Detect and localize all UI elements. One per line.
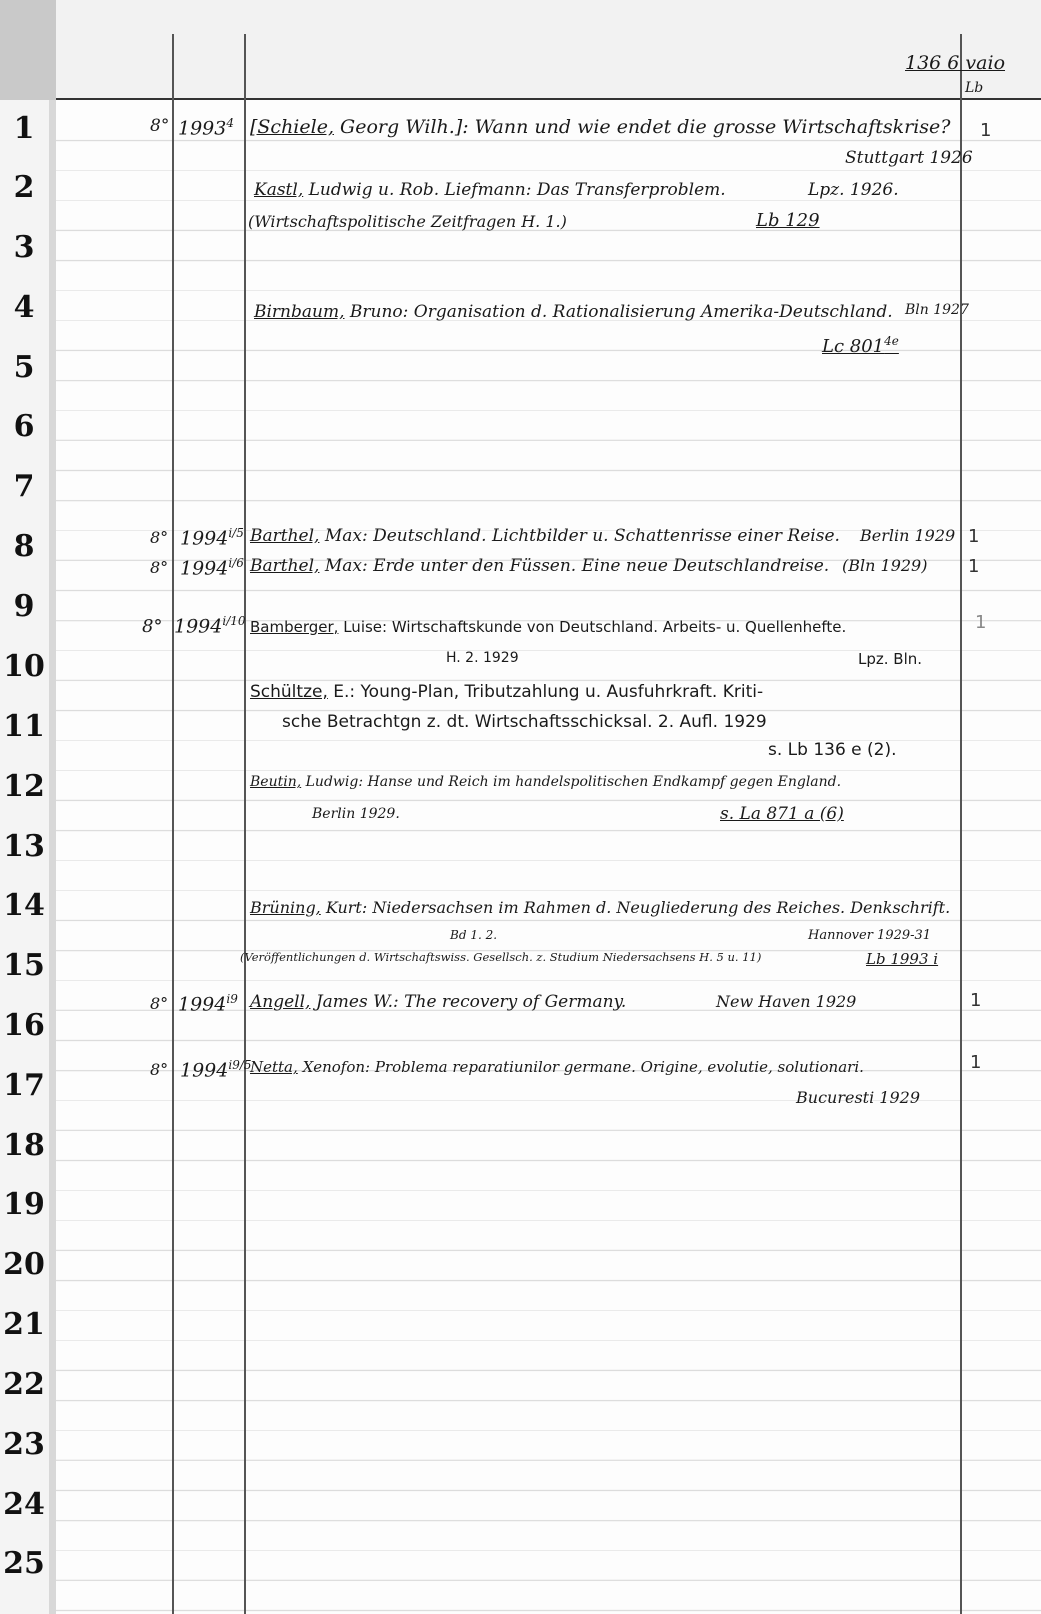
line-number: 24 xyxy=(3,1487,45,1522)
line-number: 11 xyxy=(3,709,45,744)
catalog-entry-continued: sche Betrachtgn z. dt. Wirtschaftsschicksal. 2. Aufl. 1929 xyxy=(282,712,767,732)
shelf-reference: Lb 1993 i xyxy=(866,950,939,968)
format-mark: 8° xyxy=(142,616,163,637)
accession-number: $1994^{i9/5}$ xyxy=(180,1058,252,1082)
catalog-entry: Schültze, E.: Young-Plan, Tributzahlung u. Ausfuhrkraft. Kriti- xyxy=(250,682,764,702)
line-number: 18 xyxy=(3,1128,45,1163)
line-number: 19 xyxy=(3,1187,45,1222)
line-number: 17 xyxy=(3,1068,45,1103)
line-number: 13 xyxy=(3,829,45,864)
line-number: 3 xyxy=(13,230,35,265)
line-number: 12 xyxy=(3,769,45,804)
count-mark: 1 xyxy=(968,526,980,547)
count-mark: 1 xyxy=(980,120,992,141)
imprint: Berlin 1929. xyxy=(312,806,400,822)
line-number: 15 xyxy=(3,948,45,983)
line-number: 23 xyxy=(3,1427,45,1462)
count-mark: 1 xyxy=(968,556,980,577)
line-number: 25 xyxy=(3,1546,45,1581)
shelf-reference: s. Lb 136 e (2). xyxy=(768,740,897,760)
catalog-entry: Beutin, Ludwig: Hanse und Reich im handelspolitischen Endkampf gegen England. xyxy=(250,774,842,790)
gutter-top-block xyxy=(0,0,56,100)
format-mark: 8° xyxy=(150,1060,169,1079)
header-rule xyxy=(56,98,1041,100)
line-number: 5 xyxy=(13,350,35,385)
line-number: 21 xyxy=(3,1307,45,1342)
gutter-edge xyxy=(49,100,56,1614)
catalog-entry: Kastl, Ludwig u. Rob. Liefmann: Das Transferproblem. xyxy=(254,180,726,200)
line-number: 16 xyxy=(3,1008,45,1043)
count-mark: 1 xyxy=(970,990,982,1011)
catalog-entry: [Schiele, Georg Wilh.]: Wann und wie endet die grosse Wirtschaftskrise? xyxy=(250,116,951,138)
header-shelfmark: 136 6 vaio xyxy=(905,52,1006,74)
line-number: 1 xyxy=(13,111,35,146)
line-number: 22 xyxy=(3,1367,45,1402)
line-number: 10 xyxy=(3,649,45,684)
format-mark: 8° xyxy=(150,116,170,136)
catalog-entry: Netta, Xenofon: Problema reparatiunilor germane. Origine, evolutie, solutionari. xyxy=(250,1058,864,1076)
volume-note: H. 2. 1929 xyxy=(446,650,519,666)
series-note: (Wirtschaftspolitische Zeitfragen H. 1.) xyxy=(248,212,567,231)
column-rule-entry xyxy=(244,34,246,1614)
catalog-entry: Brüning, Kurt: Niedersachsen im Rahmen d. Neugliederung des Reiches. Denkschrift. xyxy=(250,898,951,917)
line-number: 14 xyxy=(3,888,45,923)
volume-note: Bd 1. 2. xyxy=(450,928,498,942)
line-number: 7 xyxy=(13,469,35,504)
line-number: 6 xyxy=(13,409,35,444)
series-note: (Veröffentlichungen d. Wirtschaftswiss. Gesellsch. z. Studium Niedersachsens H. 5 u. 11) xyxy=(240,950,762,964)
format-mark: 8° xyxy=(150,558,169,577)
imprint: Lpz. 1926. xyxy=(808,180,899,200)
catalog-entry: Bamberger, Luise: Wirtschaftskunde von Deutschland. Arbeits- u. Quellenhefte. xyxy=(250,618,847,636)
accession-number: $1994^{i9}$ xyxy=(178,992,238,1016)
shelf-reference: Lc $801^{4e}$ xyxy=(822,334,899,357)
catalog-entry: Angell, James W.: The recovery of Germany. xyxy=(250,992,627,1012)
format-mark: 8° xyxy=(150,994,169,1013)
line-number: 2 xyxy=(13,170,35,205)
column-rule-count xyxy=(960,34,962,1614)
imprint: (Bln 1929) xyxy=(842,556,928,575)
line-number: 9 xyxy=(13,589,35,624)
imprint: Bln 1927 xyxy=(905,302,969,318)
imprint: Lpz. Bln. xyxy=(858,650,923,668)
shelf-reference: Lb 129 xyxy=(756,210,820,231)
format-mark: 8° xyxy=(150,528,169,547)
imprint: Stuttgart 1926 xyxy=(845,148,973,168)
catalog-entry: Barthel, Max: Deutschland. Lichtbilder u. Schattenrisse einer Reise. xyxy=(250,526,840,546)
column-rule-accession xyxy=(172,34,174,1614)
catalog-entry: Birnbaum, Bruno: Organisation d. Rationalisierung Amerika-Deutschland. xyxy=(254,302,893,322)
catalog-entry: Barthel, Max: Erde unter den Füssen. Eine neue Deutschlandreise. xyxy=(250,556,830,576)
imprint: Bucuresti 1929 xyxy=(796,1088,921,1107)
line-number: 4 xyxy=(13,290,35,325)
imprint: Hannover 1929-31 xyxy=(808,928,932,943)
imprint: Berlin 1929 xyxy=(860,526,956,545)
count-mark: 1 xyxy=(970,1052,982,1073)
count-mark: 1 xyxy=(975,612,987,633)
imprint: New Haven 1929 xyxy=(716,992,857,1011)
accession-number: $1994^{i/5}$ xyxy=(180,526,244,550)
header-shelfmark-sub: Lb xyxy=(965,80,984,96)
page-header-band xyxy=(56,0,1041,98)
line-number: 8 xyxy=(13,529,35,564)
ledger-page xyxy=(56,0,1041,1614)
accession-number: $1994^{i/10}$ xyxy=(174,614,246,638)
shelf-reference: s. La 871 a (6) xyxy=(720,804,844,824)
accession-number: 1993$^4$ xyxy=(178,116,234,140)
accession-number: $1994^{i/6}$ xyxy=(180,556,244,580)
line-number: 20 xyxy=(3,1247,45,1282)
